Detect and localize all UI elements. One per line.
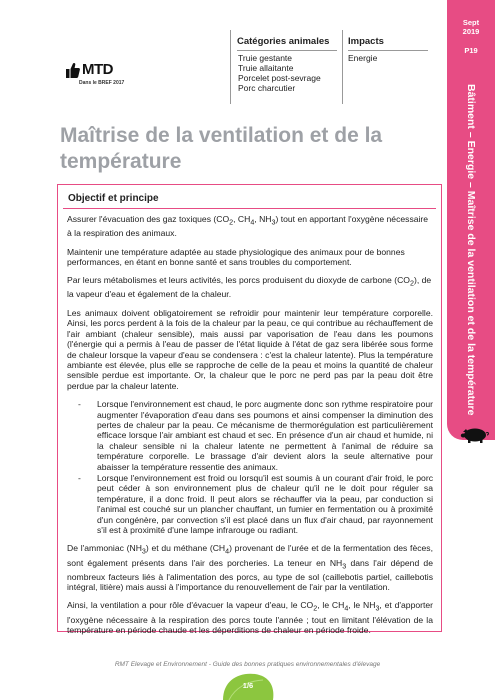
logo-subtitle: Dans le BREF 2017 (79, 80, 125, 86)
category-item: Truie allaitante (238, 63, 294, 73)
side-vertical-title-wrap (454, 84, 488, 424)
paragraph: Ainsi, la ventilation a pour rôle d'évacuer la vapeur d'eau, le $CO_2$, le $CH_4$, le $NH_3$, et d'apporter l'oxygène nécessaire à la respiration des porcs toute l'année ; tout en limitant l'élévation de la température en période chaude et les déperditions de chaleur en période froide. (67, 600, 434, 635)
categories-underline (237, 50, 337, 51)
list-item: - Lorsque l'environnement est froid ou lorsqu'il est soumis à un courant d'air froid, le porc peut céder à son environnement plus de chaleur qu'il ne le doit pour réguler sa température, il a donc froid. Il peut alors se réchauffer via la peau, par conduction si l'animal est couché sur un plancher chauffant, un fumier en fermentation ou à proximité d'un congénère, par convection s'il est placé dans un flux d'air chaud, par rayonnement s'il est à proximité d'une lampe infrarouge ou radiant. (67, 473, 433, 535)
categories-title: Catégories animales (237, 36, 330, 47)
logo-text: MTD (82, 61, 113, 78)
impacts-title: Impacts (348, 36, 384, 47)
category-item: Porcelet post-sevrage (238, 73, 321, 83)
header-divider-left (230, 30, 231, 104)
paragraph: Les animaux doivent obligatoirement se refroidir pour maintenir leur température corporelle. Ainsi, les porcs perdent à la fois de la chaleur par la peau, ce qui contribue au réchauffement de l'air ambiant (chaleur sensible), mais aussi par vaporisation de l'eau dans les poumons (l'énergie qui a permis à l'eau de passer de l'état liquide à l'état de gaz sera libérée sous forme de chaleur lorsque la vapeur d'eau se condensera : c'est la chaleur latente). Plus la température ambiante est élevée, plus elle se rapproche de celle de la peau et moins la quantité de chaleur sensible perdue est importante. Or, la chaleur que le porc ne perd pas par la peau doit être perdue par la chaleur latente. (67, 307, 433, 391)
page-number: 1/6 (242, 681, 254, 690)
category-item: Truie gestante (238, 53, 293, 63)
logo-main (66, 62, 113, 78)
box-heading: Objectif et principe (68, 193, 159, 204)
impacts-underline (348, 50, 428, 51)
side-date (447, 18, 495, 36)
side-band (447, 0, 495, 440)
side-date-year: 2019 (462, 27, 480, 36)
bullet-list (67, 399, 433, 535)
pig-icon (460, 426, 490, 444)
paragraph: Maintenir une température adaptée au stade physiologique des animaux pour de bonnes performances, en étant en bonne santé et sans troubles du comportement. (67, 246, 405, 267)
side-page-code: P19 (464, 46, 478, 55)
side-vertical-title: Bâtiment – Energie – Maîtrise de la ventilation et de la température (465, 84, 477, 416)
box-heading-rule (63, 208, 436, 209)
page-title: Maîtrise de la ventilation et de la température (60, 124, 383, 173)
paragraph: Par leurs métabolismes et leurs activités, les porcs produisent du dioxyde de carbone $(CO_2)$, de la vapeur d'eau et également de la chaleur. (67, 275, 432, 300)
categories-list (238, 53, 321, 93)
mtd-logo (66, 62, 126, 88)
category-item: Porc charcutier (238, 83, 296, 93)
objective-box (57, 184, 442, 635)
list-item: - Lorsque l'environnement est chaud, le porc augmente donc son rythme respiratoire pour augmenter l'évaporation d'eau dans ses poumons et ainsi compenser la diminution des pertes de chaleur par la peau. Ce mécanisme de thermorégulation est particulièrement efficace lorsque l'air ambiant est chaud et sec. En présence d'un air chaud et humide, ni la chaleur sensible ni la chaleur latente ne permettent à l'animal de réduire sa température corporelle. Le brassage d'air devient alors la seule alternative pour abaisser la température ressentie des animaux. (67, 399, 433, 472)
header-divider-middle (342, 30, 343, 104)
footer-text: RMT Elevage et Environnement - Guide des bonnes pratiques environnementales d'élevage (114, 661, 381, 668)
side-date-month: Sept (462, 18, 480, 27)
impact-item: Energie (348, 53, 378, 63)
box-body (67, 214, 433, 643)
paragraph: Assurer l'évacuation des gaz toxiques ($CO_2$, $CH_4$, $NH_3$) tout en apportant l'oxygène nécessaire à la respiration des animaux. (67, 214, 429, 239)
paragraph: De l'ammoniac $(NH_3)$ et du méthane $(CH_4)$ provenant de l'urée et de la fermentation des fèces, sont également présents dans l'air des porcheries. La teneur en $NH_3$ dans l'air dépend de nombreux facteurs liés à l'alimentation des porcs, au type de sol (caillebotis partiel, caillebotis intégral, litière) mais aussi à l'importance du renouvellement de l'air par la ventilation. (67, 543, 433, 593)
thumbs-up-icon (66, 62, 80, 78)
